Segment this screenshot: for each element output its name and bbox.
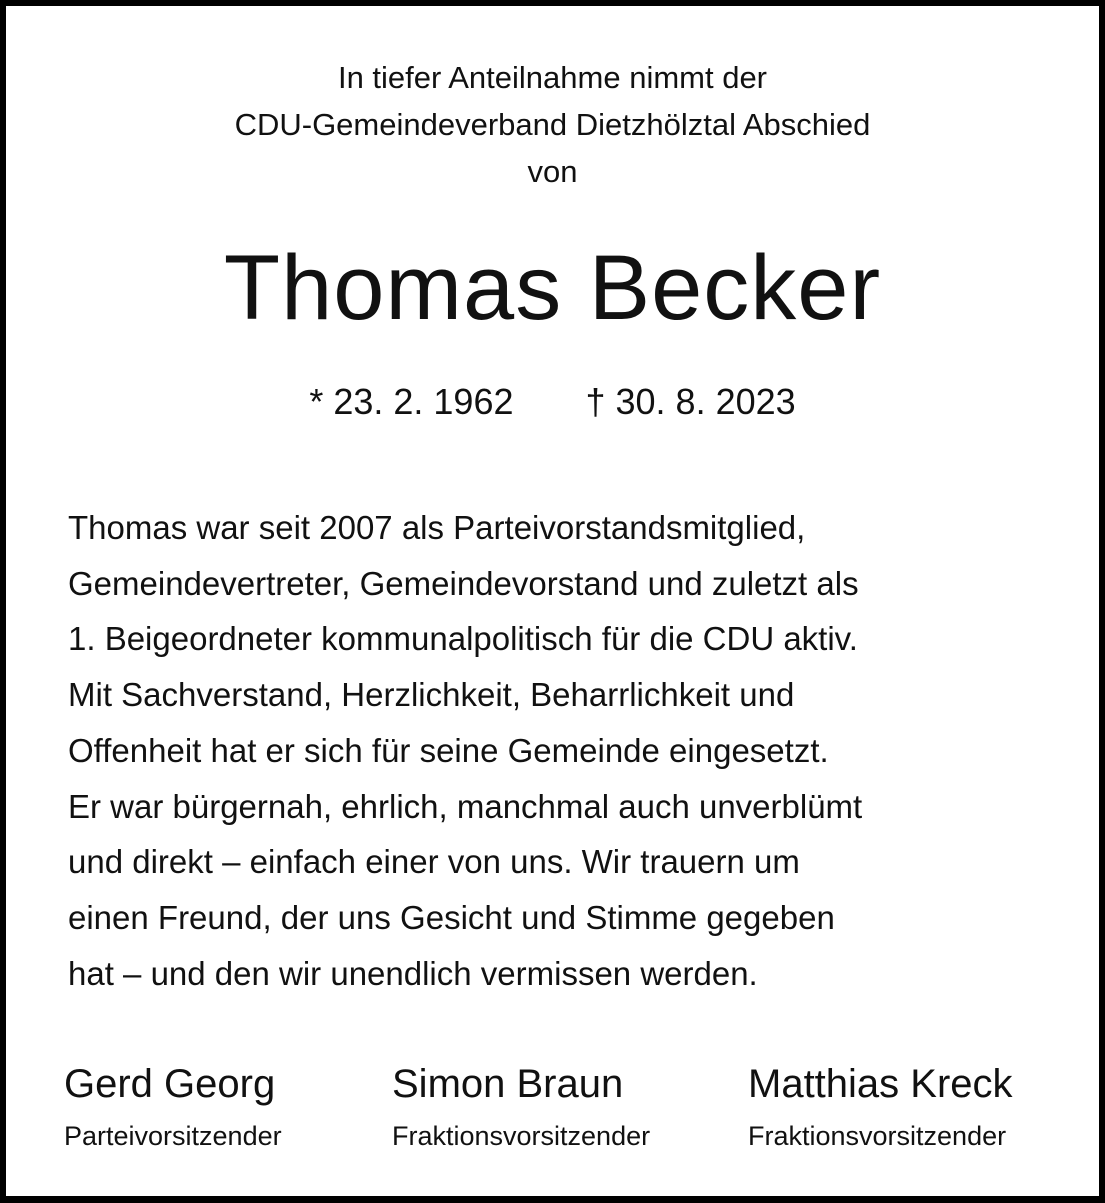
tribute-text xyxy=(68,500,862,1001)
birth-date: * 23. 2. 1962 xyxy=(309,381,514,422)
tribute-line: Gemeindevertreter, Gemeindevorstand und zuletzt als xyxy=(68,564,859,602)
signatory-role: Parteivorsitzender xyxy=(64,1121,282,1151)
intro-line: In tiefer Anteilnahme nimmt der xyxy=(337,60,768,95)
signatory-name: Gerd Georg xyxy=(64,1062,276,1106)
signatory xyxy=(392,1058,650,1156)
signatory-role: Fraktionsvorsitzender xyxy=(392,1121,651,1151)
signatory xyxy=(64,1058,282,1156)
intro-line: CDU-Gemeindeverband Dietzhölztal Abschied xyxy=(234,107,871,142)
deceased-name: Thomas Becker xyxy=(223,237,882,339)
signatory-name: Simon Braun xyxy=(392,1062,624,1106)
death-date: † 30. 8. 2023 xyxy=(585,381,796,422)
signatory-name: Matthias Kreck xyxy=(748,1062,1013,1106)
signatory xyxy=(748,1058,1013,1156)
tribute-line: Mit Sachverstand, Herzlichkeit, Beharrlichkeit und xyxy=(68,676,795,714)
intro-text xyxy=(6,54,1099,195)
intro-line: von xyxy=(527,154,578,189)
tribute-line: 1. Beigeordneter kommunalpolitisch für die CDU aktiv. xyxy=(68,620,858,658)
tribute-line: einen Freund, der uns Gesicht und Stimme gegeben xyxy=(68,898,835,936)
tribute-line: Er war bürgernah, ehrlich, manchmal auch unverblümt xyxy=(68,787,863,825)
signatory-role: Fraktionsvorsitzender xyxy=(748,1121,1007,1151)
tribute-line: hat – und den wir unendlich vermissen werden. xyxy=(68,954,758,992)
life-dates xyxy=(6,378,1099,426)
tribute-line: Offenheit hat er sich für seine Gemeinde eingesetzt. xyxy=(68,731,829,769)
tribute-line: Thomas war seit 2007 als Parteivorstandsmitglied, xyxy=(68,509,806,546)
tribute-line: und direkt – einfach einer von uns. Wir trauern um xyxy=(68,843,800,881)
